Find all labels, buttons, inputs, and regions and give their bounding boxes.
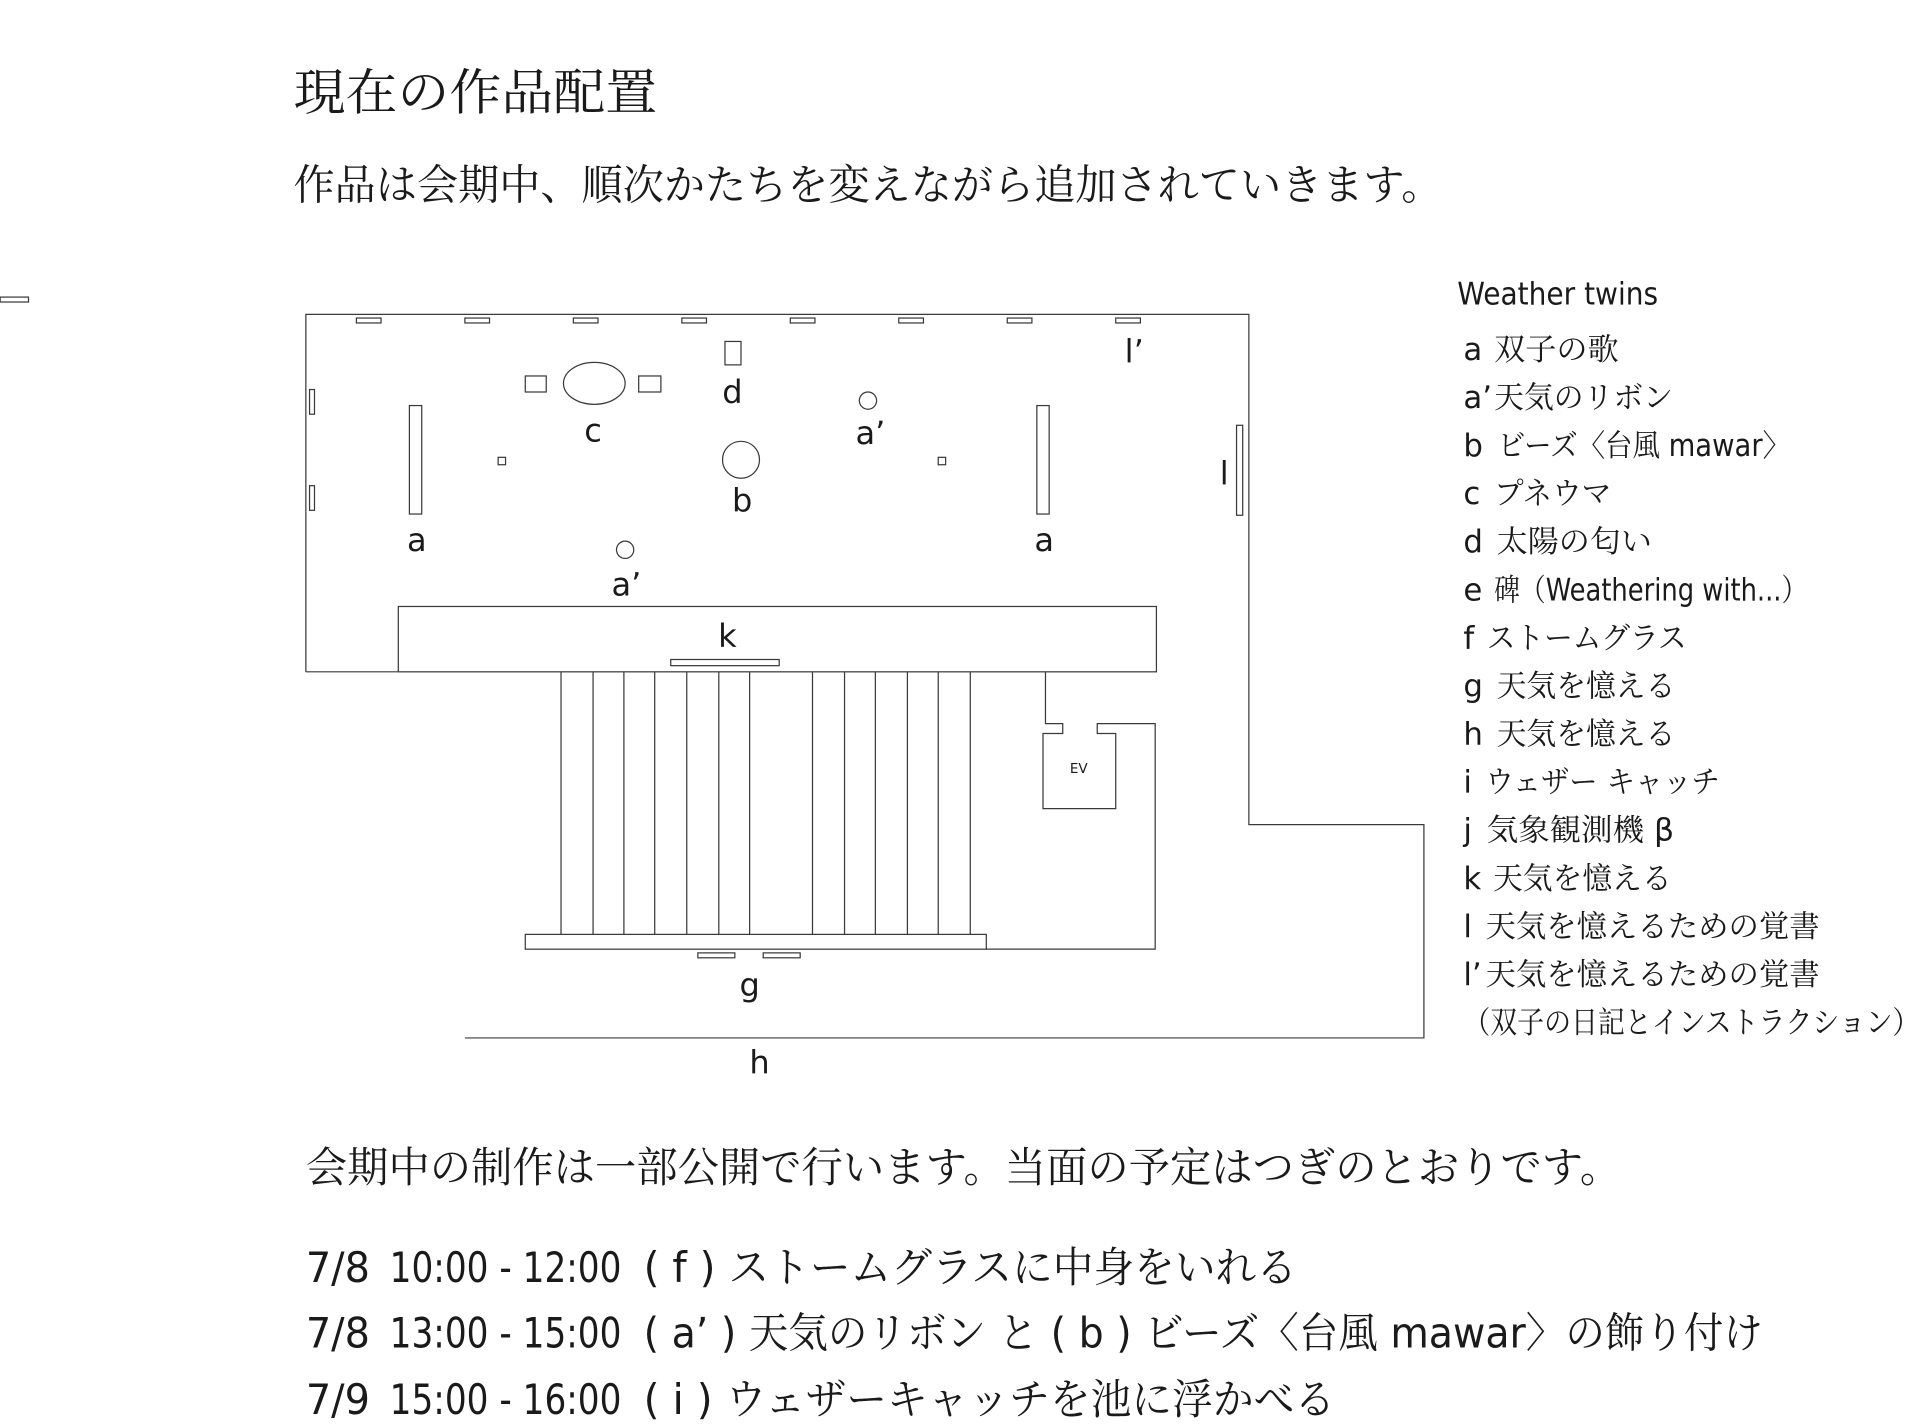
legend-key: f (1463, 620, 1475, 657)
legend-key: l’ (1463, 956, 1482, 993)
label-l: l (1219, 454, 1229, 493)
schedule-date: 7/8 (305, 1243, 370, 1293)
legend-name: ビーズ〈台風 mawar〉 (1497, 428, 1791, 465)
legend-name: 天気を憶える (1496, 668, 1676, 705)
label-a-prime-upper: a’ (855, 413, 886, 452)
label-d: d (722, 373, 743, 412)
schedule-intro: 会期中の制作は一部公開で行います。当面の予定はつぎのとおりです。 (305, 1143, 1622, 1193)
legend-key: d (1463, 524, 1483, 561)
legend-key: i (1463, 764, 1472, 801)
page-subtitle: 作品は会期中、順次かたちを変えながら追加されていきます。 (293, 160, 1443, 210)
label-g: g (739, 966, 760, 1005)
legend-key: c (1463, 476, 1481, 513)
legend-name: 碑（Weathering with...） (1494, 572, 1808, 609)
legend-key: e (1463, 572, 1483, 609)
legend-heading: Weather twins (1457, 276, 1659, 313)
legend-key: b (1463, 428, 1483, 465)
schedule-time: 10:00 - 12:00 (389, 1243, 622, 1293)
page-title: 現在の作品配置 (293, 63, 658, 122)
legend-name: 太陽の匂い (1496, 524, 1652, 561)
label-a-right: a (1034, 521, 1055, 560)
legend-key: h (1463, 716, 1483, 753)
legend-name: 天気を憶えるための覚書 (1485, 956, 1820, 993)
legend-name: 天気を憶える (1492, 860, 1672, 897)
legend-name: 気象観測機 β (1486, 812, 1675, 849)
legend-name: 双子の歌 (1494, 331, 1619, 368)
schedule-activity: ( a’ ) 天気のリボン と ( b ) ビーズ〈台風 mawar〉の飾り付け (643, 1308, 1763, 1358)
legend-key: a’ (1463, 380, 1493, 417)
schedule-date: 7/9 (305, 1374, 370, 1424)
label-k: k (718, 617, 737, 656)
legend-key: l (1463, 908, 1472, 945)
legend-name: プネウマ (1494, 476, 1612, 513)
schedule-time: 13:00 - 15:00 (389, 1308, 622, 1358)
schedule-activity: ( f ) ストームグラスに中身をいれる (643, 1243, 1297, 1293)
legend-note: （双子の日記とインストラクション） (1463, 1005, 1920, 1042)
legend-name: ストームグラス (1486, 620, 1687, 657)
legend-key: g (1463, 668, 1483, 705)
legend-key: a (1463, 331, 1483, 368)
label-h: h (749, 1043, 770, 1082)
label-elevator: EV (1069, 760, 1088, 777)
label-a-prime-lower: a’ (611, 565, 642, 604)
legend-key: j (1463, 812, 1472, 849)
schedule-activity: ( i ) ウェザーキャッチを池に浮かべる (643, 1374, 1336, 1424)
label-a-left: a (406, 521, 427, 560)
label-c: c (584, 411, 602, 450)
legend-name: 天気のリボン (1494, 380, 1673, 417)
label-l-prime: l’ (1124, 332, 1144, 371)
label-b: b (732, 481, 753, 520)
legend-key: k (1463, 860, 1482, 897)
schedule-time: 15:00 - 16:00 (389, 1374, 622, 1424)
legend-name: 天気を憶える (1496, 716, 1676, 753)
schedule-date: 7/8 (305, 1308, 370, 1358)
legend-name: ウェザー キャッチ (1485, 764, 1720, 801)
legend-name: 天気を憶えるための覚書 (1485, 908, 1820, 945)
